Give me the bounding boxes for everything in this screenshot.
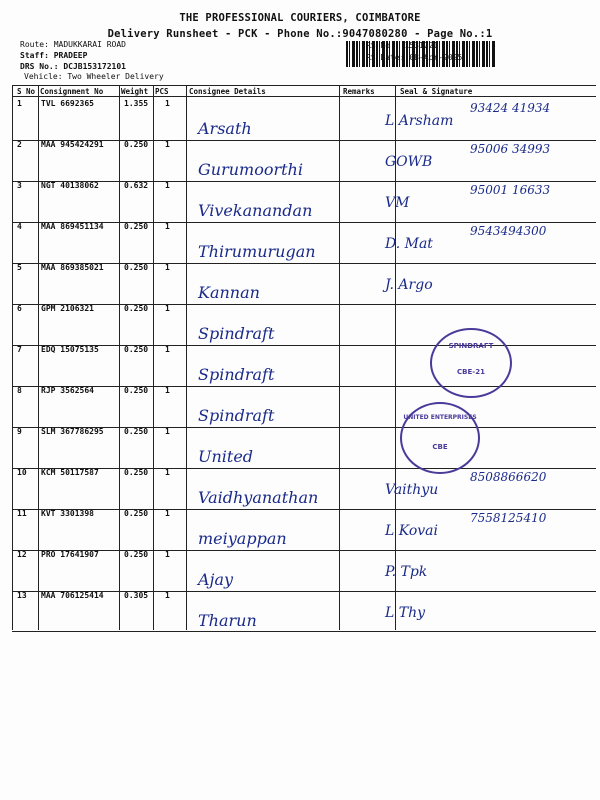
row-sno: 2 — [17, 140, 22, 149]
row-pcs: 1 — [165, 427, 170, 436]
row-signature: L Arsham — [385, 113, 454, 129]
table-column-rule — [12, 85, 13, 630]
row-sno: 9 — [17, 427, 22, 436]
row-consignee-name: Spindraft — [198, 365, 275, 384]
row-sno: 12 — [17, 550, 27, 559]
row-sno: 5 — [17, 263, 22, 272]
row-consignee-name: Spindraft — [198, 324, 275, 343]
col-weight: Weight — [121, 87, 149, 96]
row-pcs: 1 — [165, 263, 170, 272]
row-weight: 0.305 — [124, 591, 149, 600]
row-signature: D. Mat — [385, 236, 433, 252]
table-rule — [12, 85, 596, 86]
table-column-rule — [119, 85, 120, 630]
row-weight: 0.250 — [124, 345, 149, 354]
table-column-rule — [38, 85, 39, 630]
table-rule — [12, 509, 596, 510]
row-phone: 95001 16633 — [470, 183, 551, 197]
row-consignment-no: TVL 6692365 — [41, 99, 94, 108]
company-title: THE PROFESSIONAL COURIERS, COIMBATORE — [179, 12, 421, 24]
col-remarks: Remarks — [343, 87, 375, 96]
stamp-text: UNITED ENTERPRISES — [403, 414, 477, 421]
row-consignee-name: Gurumoorthi — [198, 160, 303, 179]
row-pcs: 1 — [165, 550, 170, 559]
row-consignment-no: KCM 50117587 — [41, 468, 99, 477]
row-consignee-name: Kannan — [198, 283, 260, 302]
row-pcs: 1 — [165, 509, 170, 518]
row-signature: VM — [385, 195, 410, 211]
row-sno: 1 — [17, 99, 22, 108]
runsheet-subtitle: Delivery Runsheet - PCK - Phone No.:9047080280 - Page No.:1 — [107, 28, 493, 40]
row-consignment-no: GPM 2106321 — [41, 304, 94, 313]
row-phone: 9543494300 — [470, 224, 547, 238]
col-seal: Seal & Signature — [400, 87, 473, 96]
row-consignee-name: Vivekanandan — [198, 201, 313, 220]
row-pcs: 1 — [165, 222, 170, 231]
col-sno: S No — [17, 87, 36, 96]
row-consignee-name: Ajay — [198, 570, 234, 589]
col-pcs: PCS — [155, 87, 169, 96]
row-weight: 0.250 — [124, 509, 149, 518]
table-column-rule — [339, 85, 340, 630]
row-pcs: 1 — [165, 304, 170, 313]
drs-label: DRS No.: DCJB153172101 — [20, 62, 126, 71]
row-consignee-name: Tharun — [198, 611, 257, 630]
row-pcs: 1 — [165, 140, 170, 149]
table-rule — [12, 631, 596, 632]
rs-number: RS No.: 1531721 — [366, 41, 439, 50]
col-consignment: Consignment No — [40, 87, 104, 96]
row-consignment-no: PRO 17641907 — [41, 550, 99, 559]
row-sno: 6 — [17, 304, 22, 313]
row-consignment-no: NGT 40138062 — [41, 181, 99, 190]
row-weight: 0.632 — [124, 181, 149, 190]
table-column-rule — [186, 85, 187, 630]
row-weight: 0.250 — [124, 304, 149, 313]
row-consignee-name: Vaidhyanathan — [198, 488, 319, 507]
table-rule — [12, 181, 596, 182]
row-consignment-no: MAA 706125414 — [41, 591, 104, 600]
stamp-text: SPINDRAFT — [448, 342, 494, 350]
row-consignment-no: RJP 3562564 — [41, 386, 94, 395]
table-rule — [12, 304, 596, 305]
row-weight: 0.250 — [124, 386, 149, 395]
row-weight: 0.250 — [124, 140, 149, 149]
row-consignment-no: SLM 367786295 — [41, 427, 104, 436]
row-signature: L Thy — [385, 605, 426, 621]
table-rule — [12, 550, 596, 551]
row-sno: 13 — [17, 591, 27, 600]
row-signature: L Kovai — [385, 523, 438, 539]
route-label: Route: MADUKKARAI ROAD — [20, 40, 126, 49]
row-consignment-no: MAA 869385021 — [41, 263, 104, 272]
row-consignment-no: MAA 945424291 — [41, 140, 104, 149]
row-consignment-no: MAA 869451134 — [41, 222, 104, 231]
row-pcs: 1 — [165, 468, 170, 477]
row-sno: 4 — [17, 222, 22, 231]
stamp-text: CBE-21 — [457, 368, 485, 376]
table-rule — [12, 96, 596, 97]
col-consignee: Consignee Details — [189, 87, 266, 96]
table-rule — [12, 468, 596, 469]
row-phone: 7558125410 — [470, 511, 547, 525]
row-sno: 7 — [17, 345, 22, 354]
row-sno: 10 — [17, 468, 27, 477]
row-phone: 8508866620 — [470, 470, 547, 484]
row-weight: 0.250 — [124, 222, 149, 231]
table-column-rule — [153, 85, 154, 630]
vehicle-label: Vehicle: Two Wheeler Delivery — [24, 72, 164, 81]
row-consignee-name: United — [198, 447, 254, 466]
row-signature: P. Tpk — [385, 564, 428, 580]
united-stamp — [400, 402, 480, 474]
row-signature: J. Argo — [385, 277, 433, 293]
spindraft-stamp — [430, 328, 512, 398]
row-signature: GOWB — [385, 154, 433, 170]
stamp-text: CBE — [432, 443, 448, 451]
row-weight: 0.250 — [124, 550, 149, 559]
row-pcs: 1 — [165, 181, 170, 190]
row-sno: 8 — [17, 386, 22, 395]
row-weight: 0.250 — [124, 468, 149, 477]
row-phone: 95006 34993 — [470, 142, 551, 156]
row-consignee-name: meiyappan — [198, 529, 287, 548]
row-consignment-no: KVT 3301398 — [41, 509, 94, 518]
row-pcs: 1 — [165, 99, 170, 108]
table-rule — [12, 386, 596, 387]
row-pcs: 1 — [165, 591, 170, 600]
row-phone: 93424 41934 — [470, 101, 551, 115]
row-signature: Vaithyu — [385, 482, 439, 498]
row-weight: 0.250 — [124, 263, 149, 272]
row-weight: 1.355 — [124, 99, 149, 108]
staff-label: Staff: PRADEEP — [20, 51, 88, 60]
row-consignee-name: Spindraft — [198, 406, 275, 425]
row-pcs: 1 — [165, 345, 170, 354]
rs-date: RS Date: 08-Apr-2025 — [366, 53, 463, 62]
row-consignment-no: EDQ 15075135 — [41, 345, 99, 354]
row-weight: 0.250 — [124, 427, 149, 436]
row-sno: 11 — [17, 509, 27, 518]
row-consignee-name: Arsath — [198, 119, 252, 138]
row-pcs: 1 — [165, 386, 170, 395]
row-consignee-name: Thirumurugan — [198, 242, 316, 261]
row-sno: 3 — [17, 181, 22, 190]
